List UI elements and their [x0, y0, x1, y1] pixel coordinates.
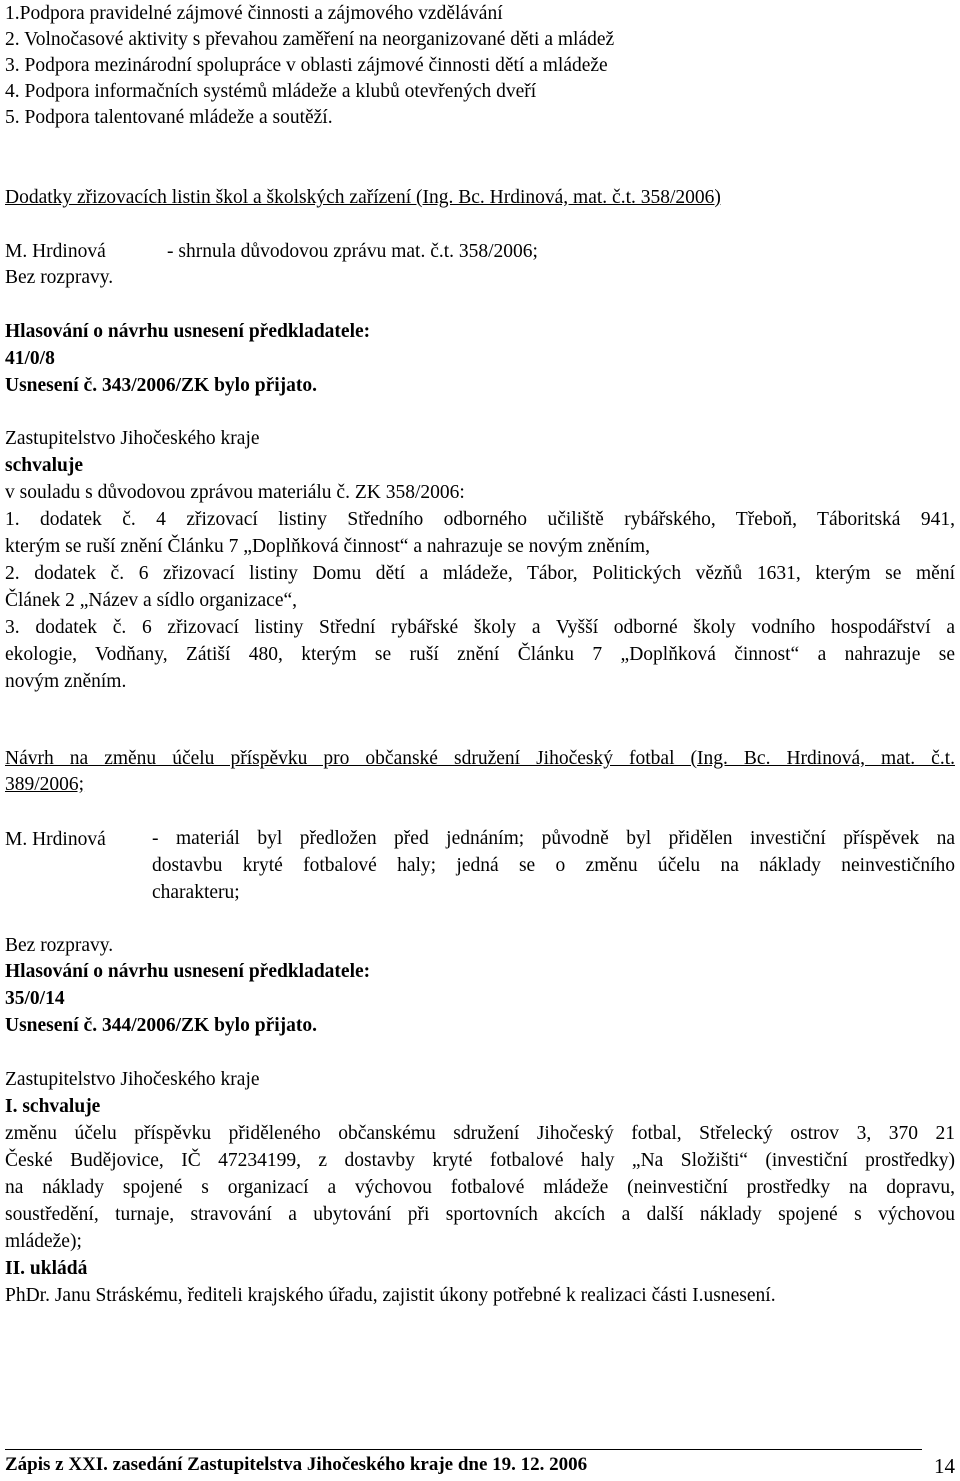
resolution-number: Usnesení č. 343/2006/ZK bylo přijato. — [5, 375, 318, 396]
resolution-text: změnu účelu příspěvku přiděleného občanskému sdružení Jihočeský fotbal, Střelecký ostrov 3, 370 21 — [5, 1123, 955, 1144]
resolution-text: na náklady spojené s organizací a výchovou fotbalové mládeže (neinvestiční prostředky na dopravu, — [5, 1177, 955, 1198]
page-footer — [5, 1454, 955, 1478]
section1-heading: Dodatky zřizovacích listin škol a školských zařízení (Ing. Bc. Hrdinová, mat. č.t. 358/2006) — [5, 187, 721, 208]
list-item: 2. Volnočasové aktivity s převahou zaměření na neorganizované děti a mládež — [5, 29, 615, 50]
section2-heading: Návrh na změnu účelu příspěvku pro občanské sdružení Jihočeský fotbal (Ing. Bc. Hrdinová, mat. č.t. — [5, 748, 955, 769]
resolution-item: 2. dodatek č. 6 zřizovací listiny Domu dětí a mládeže, Tábor, Politických vězňů 1631, kterým se mění — [5, 563, 955, 584]
resolution-text: soustředění, turnaje, stravování a ubytování při sportovních akcích a další náklady spojené s výchovou — [5, 1204, 955, 1225]
speaker-summary-line: charakteru; — [152, 882, 240, 903]
council-name: Zastupitelstvo Jihočeského kraje — [5, 1069, 260, 1090]
resolution-verb: I. schvaluje — [5, 1096, 101, 1117]
section2-heading-cont: 389/2006; — [5, 774, 85, 795]
vote-label: Hlasování o návrhu usnesení předkladatele: — [5, 961, 371, 982]
resolution-text: mládeže); — [5, 1231, 82, 1252]
footer-title: Zápis z XXI. zasedání Zastupitelstva Jihočeského kraje dne 19. 12. 2006 — [5, 1454, 588, 1475]
page-number: 14 — [934, 1454, 955, 1478]
vote-result: 35/0/14 — [5, 988, 65, 1009]
list-item: 4. Podpora informačních systémů mládeže a klubů otevřených dveří — [5, 81, 537, 102]
no-debate: Bez rozpravy. — [5, 267, 114, 288]
resolution-verb: schvaluje — [5, 455, 83, 476]
council-name: Zastupitelstvo Jihočeského kraje — [5, 428, 260, 449]
resolution-verb: II. ukládá — [5, 1258, 88, 1279]
speaker-summary-line: - materiál byl předložen před jednáním; původně byl přidělen investiční příspěvek na — [152, 828, 955, 849]
resolution-item: 3. dodatek č. 6 zřizovací listiny Střední rybářské školy a Vyšší odborné školy vodního hospodářství a — [5, 617, 955, 638]
resolution-intro: v souladu s důvodovou zprávou materiálu č. ZK 358/2006: — [5, 482, 465, 503]
resolution-item: 1. dodatek č. 4 zřizovací listiny Středního odborného učiliště rybářského, Třeboň, Táboritská 941, — [5, 509, 955, 530]
resolution-task: PhDr. Janu Stráskému, řediteli krajského úřadu, zajistit úkony potřebné k realizaci části I.usnesení. — [5, 1285, 776, 1306]
list-item: 1.Podpora pravidelné zájmové činnosti a zájmového vzdělávání — [5, 3, 503, 24]
speaker-name: M. Hrdinová — [5, 241, 106, 262]
resolution-item: ekologie, Vodňany, Zátiší 480, kterým se ruší znění Článku 7 „Doplňková činnost“ a nahrazuje se — [5, 644, 955, 665]
speaker-summary — [152, 825, 955, 906]
resolution-item: kterým se ruší znění Článku 7 „Doplňková činnost“ a nahrazuje se novým zněním, — [5, 536, 650, 557]
footer-rule — [5, 1449, 922, 1450]
list-item: 3. Podpora mezinárodní spolupráce v oblasti zájmové činnosti dětí a mládeže — [5, 55, 608, 76]
resolution-text: České Budějovice, IČ 47234199, z dostavby kryté fotbalové haly „Na Složišti“ (investiční prostředky) — [5, 1150, 955, 1171]
vote-label: Hlasování o návrhu usnesení předkladatele: — [5, 321, 371, 342]
speaker-summary: - shrnula důvodovou zprávu mat. č.t. 358/2006; — [167, 241, 538, 262]
speaker-name: M. Hrdinová — [5, 829, 106, 850]
resolution-number: Usnesení č. 344/2006/ZK bylo přijato. — [5, 1015, 318, 1036]
resolution-item: novým zněním. — [5, 671, 127, 692]
vote-result: 41/0/8 — [5, 348, 55, 369]
resolution-item: Článek 2 „Název a sídlo organizace“, — [5, 590, 298, 611]
no-debate: Bez rozpravy. — [5, 935, 114, 956]
list-item: 5. Podpora talentované mládeže a soutěží. — [5, 107, 333, 128]
speaker-summary-line: dostavbu kryté fotbalové haly; jedná se o změnu účelu na náklady neinvestičního — [152, 855, 955, 876]
